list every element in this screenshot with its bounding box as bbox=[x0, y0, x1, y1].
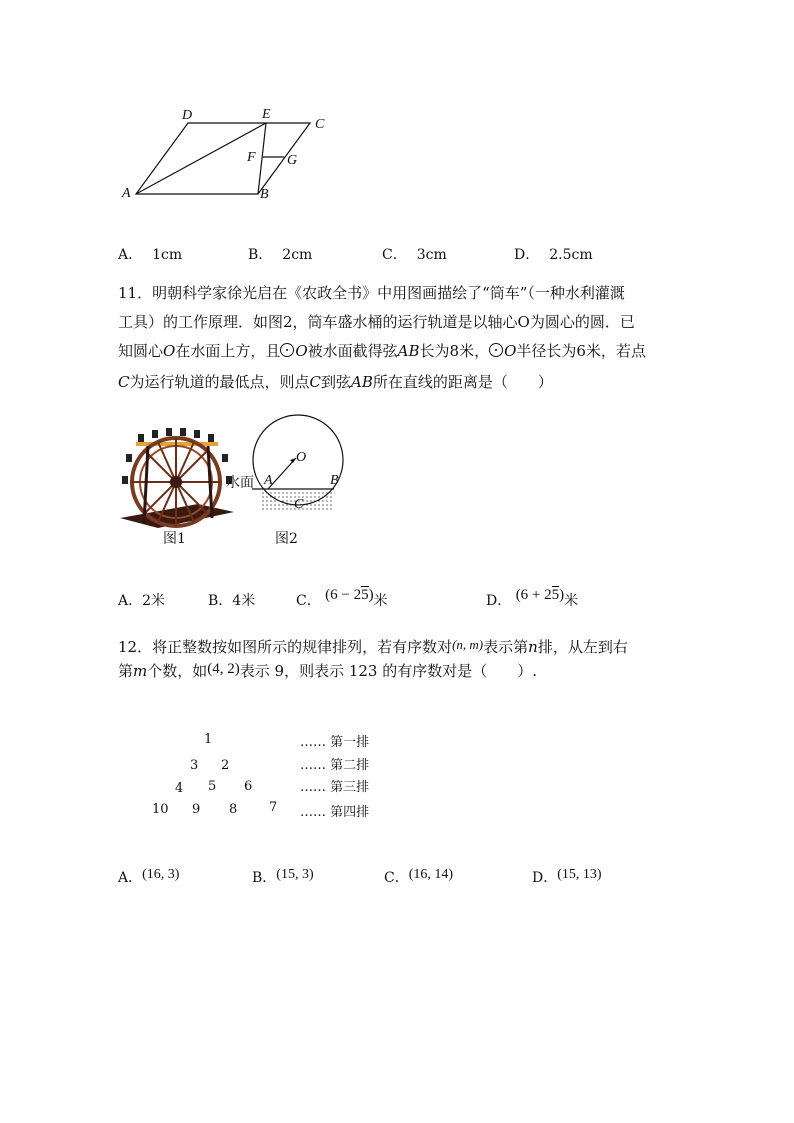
row-label: …… 第二排 bbox=[300, 758, 370, 773]
choice-pair: (16, 14) bbox=[408, 867, 454, 882]
choice-expression bbox=[516, 586, 564, 603]
var-ab: AB bbox=[351, 373, 373, 391]
choice-letter: B． bbox=[208, 593, 233, 609]
ordered-pair: (4, 2) bbox=[207, 661, 240, 677]
q10-choice-b bbox=[248, 244, 312, 264]
text: 排，从左到右 bbox=[537, 638, 628, 656]
q12-choice-d bbox=[532, 866, 602, 887]
choice-pair: (16, 3) bbox=[142, 867, 180, 882]
text: 第 bbox=[118, 662, 134, 680]
triangle-number: 3 bbox=[190, 758, 199, 773]
triangle-number: 7 bbox=[269, 800, 278, 815]
choice-letter: C． bbox=[384, 870, 409, 886]
choice-text: 3cm bbox=[416, 247, 447, 263]
triangle-number: 5 bbox=[208, 779, 217, 794]
choice-letter: B． bbox=[248, 247, 273, 263]
circle-dot-symbol bbox=[489, 343, 503, 357]
label-d: D bbox=[182, 108, 193, 123]
label-b: B bbox=[260, 187, 269, 202]
q12-line-2 bbox=[118, 660, 537, 681]
triangle-number: 1 bbox=[204, 732, 213, 747]
var-o: O bbox=[163, 342, 176, 360]
number-triangle bbox=[140, 728, 400, 828]
choice-unit: 米 bbox=[564, 593, 579, 609]
choice-letter: A． bbox=[118, 593, 143, 609]
text: 12．将正整数按如图所示的规律排列，若有序数对 bbox=[118, 638, 453, 656]
q10-choice-a bbox=[118, 244, 182, 264]
text: 到弦 bbox=[320, 373, 351, 391]
text: 个数，如 bbox=[147, 662, 208, 680]
ordered-pair: (n, m) bbox=[452, 637, 484, 652]
var-m: m bbox=[133, 662, 148, 680]
q11-choice-a bbox=[118, 590, 165, 610]
expr-part: ) bbox=[368, 587, 374, 603]
triangle-number: 10 bbox=[152, 802, 169, 817]
triangle-number: 9 bbox=[192, 802, 201, 817]
var-c: C bbox=[118, 373, 130, 391]
text: 为运行轨道的最低点，则点 bbox=[129, 373, 310, 391]
choice-unit: 米 bbox=[373, 593, 388, 609]
label-a: A bbox=[264, 473, 273, 488]
var-n: n bbox=[528, 638, 538, 656]
segment-eb bbox=[258, 123, 266, 194]
var-o: O bbox=[504, 342, 517, 360]
label-f: F bbox=[247, 150, 256, 165]
text: 表示 9，则表示 123 的有序数对是（ ）. bbox=[239, 662, 538, 680]
q11-line-3 bbox=[118, 340, 646, 361]
choice-expression bbox=[325, 586, 373, 603]
choice-text: 2.5cm bbox=[549, 247, 593, 263]
q12-choice-c bbox=[384, 866, 453, 887]
choice-letter: C． bbox=[382, 247, 407, 263]
parallelogram-figure bbox=[112, 106, 342, 208]
choice-text: 1cm bbox=[152, 247, 183, 263]
row-label: …… 第四排 bbox=[300, 805, 370, 820]
row-label: …… 第三排 bbox=[300, 780, 370, 795]
q12-choice-a bbox=[118, 866, 179, 887]
text: 表示第 bbox=[483, 638, 529, 656]
choice-letter: A． bbox=[118, 247, 143, 263]
figure-1-caption: 图1 bbox=[163, 531, 186, 547]
var-ab: AB bbox=[397, 342, 420, 360]
choice-letter: D． bbox=[532, 870, 558, 886]
label-e: E bbox=[262, 107, 271, 122]
sqrt-radicand: 5 bbox=[551, 587, 560, 603]
text: 知圆心 bbox=[118, 342, 164, 360]
q10-choice-c bbox=[382, 244, 447, 264]
choice-text: 2cm bbox=[282, 247, 313, 263]
text: 在水面上方，且 bbox=[175, 342, 281, 360]
label-a: A bbox=[122, 186, 131, 201]
parallelogram-outline bbox=[136, 123, 310, 194]
text: 所在直线的距离是（ ） bbox=[372, 373, 553, 391]
figure-2-caption: 图2 bbox=[275, 531, 298, 547]
circle-dot-symbol bbox=[280, 343, 294, 357]
water-surface-label: 水面 bbox=[226, 475, 254, 491]
label-c: C bbox=[315, 117, 325, 132]
label-c: C bbox=[294, 497, 304, 512]
label-b: B bbox=[330, 473, 339, 488]
q11-choice-d bbox=[486, 587, 578, 610]
q10-choice-d bbox=[514, 244, 593, 264]
triangle-number: 6 bbox=[244, 779, 253, 794]
q11-line-1: 11．明朝科学家徐光启在《农政全书》中用图画描绘了“筒车”（一种水利灌溉 bbox=[118, 284, 625, 302]
q11-choice-c bbox=[296, 587, 388, 610]
row-label: …… 第一排 bbox=[300, 735, 370, 750]
choice-letter: A． bbox=[118, 870, 143, 886]
parallelogram-diagram bbox=[112, 106, 342, 208]
circle-figure bbox=[222, 414, 352, 524]
choice-text: 2米 bbox=[142, 593, 166, 609]
triangle-number: 2 bbox=[221, 758, 230, 773]
label-o: O bbox=[296, 450, 307, 465]
expr-part: ) bbox=[559, 587, 565, 603]
q12-line-1 bbox=[118, 636, 628, 657]
q11-line-4 bbox=[118, 371, 553, 392]
water-wheel-image bbox=[118, 420, 238, 530]
choice-text: 4米 bbox=[232, 593, 256, 609]
expr-part: (6 − 2 bbox=[325, 587, 362, 603]
q11-choice-b bbox=[208, 590, 255, 610]
text: 半径长为6米，若点 bbox=[516, 342, 646, 360]
var-c: C bbox=[309, 373, 321, 391]
choice-letter: D． bbox=[486, 593, 512, 609]
var-o: O bbox=[295, 342, 308, 360]
q12-choice-b bbox=[252, 866, 314, 887]
choice-letter: C． bbox=[296, 593, 321, 609]
choice-letter: D． bbox=[514, 247, 540, 263]
triangle-number: 4 bbox=[175, 781, 184, 796]
circle-diagram bbox=[222, 414, 352, 524]
q11-line-2: 工具）的工作原理．如图2，筒车盛水桶的运行轨道是以轴心O为圆心的圆．已 bbox=[118, 313, 635, 331]
text: 被水面截得弦 bbox=[307, 342, 398, 360]
choice-pair: (15, 3) bbox=[276, 867, 314, 882]
text: 长为8米， bbox=[419, 342, 490, 360]
water-wheel-illustration bbox=[118, 420, 238, 530]
choice-pair: (15, 13) bbox=[557, 867, 602, 882]
expr-part: (6 + 2 bbox=[515, 587, 552, 603]
choice-letter: B． bbox=[252, 870, 277, 886]
triangle-number: 8 bbox=[229, 802, 238, 817]
label-g: G bbox=[287, 153, 298, 168]
sqrt-radicand: 5 bbox=[361, 587, 369, 603]
